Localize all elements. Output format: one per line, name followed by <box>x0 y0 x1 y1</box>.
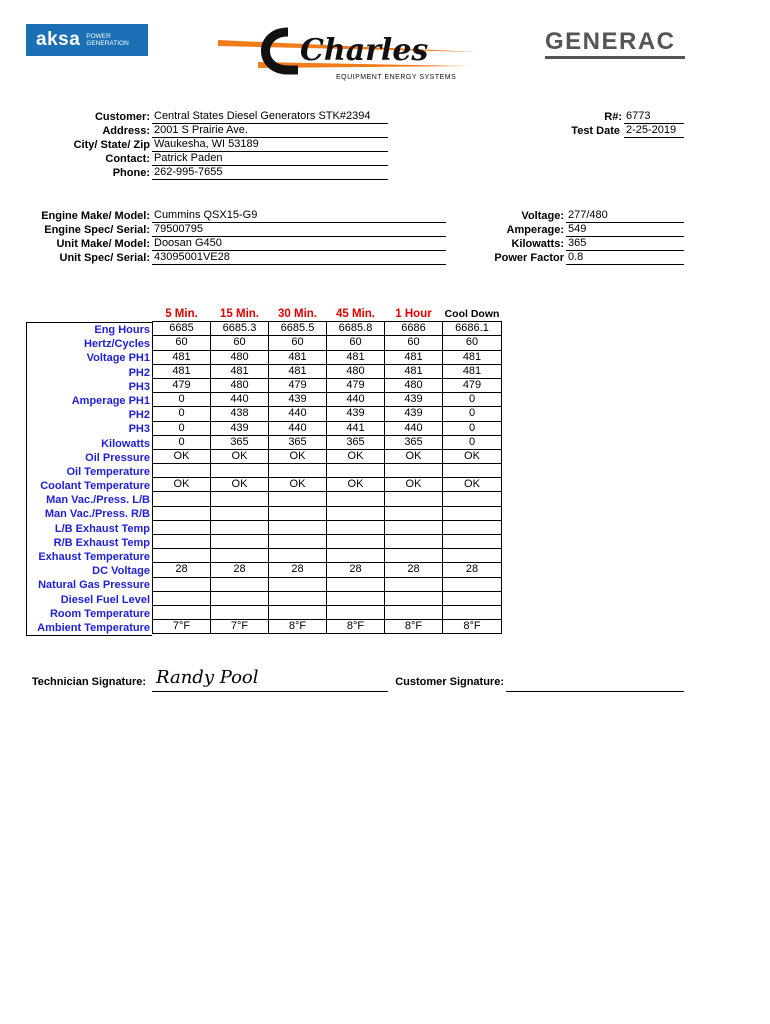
table-cell: 0 <box>443 421 502 435</box>
table-cell: 481 <box>269 350 327 364</box>
row-label: PH2 <box>128 409 150 422</box>
contact-value: Patrick Paden <box>152 152 388 166</box>
power-factor-value: 0.8 <box>566 251 684 265</box>
table-cell: 440 <box>269 421 327 435</box>
table-cell <box>269 464 327 478</box>
row-label: PH2 <box>128 366 150 379</box>
table-cell: OK <box>211 449 269 463</box>
table-cell <box>269 591 327 605</box>
kilowatts-label: Kilowatts: <box>511 238 564 250</box>
table-cell <box>153 520 211 534</box>
table-cell: 28 <box>153 563 211 577</box>
unit-make-label: Unit Make/ Model: <box>56 238 150 250</box>
table-cell: OK <box>327 449 385 463</box>
address-value: 2001 S Prairie Ave. <box>152 124 388 138</box>
table-cell <box>153 492 211 506</box>
row-label: Coolant Temperature <box>40 480 150 493</box>
table-row <box>153 591 502 605</box>
table-cell: 60 <box>327 336 385 350</box>
table-cell: 365 <box>211 435 269 449</box>
test-date-label: Test Date <box>571 125 620 137</box>
voltage-label: Voltage: <box>521 210 564 222</box>
technician-signature-line[interactable] <box>152 667 388 692</box>
table-cell: 0 <box>153 393 211 407</box>
kilowatts-value: 365 <box>566 237 684 251</box>
table-cell: 0 <box>153 407 211 421</box>
table-cell: 481 <box>211 364 269 378</box>
table-cell <box>211 520 269 534</box>
table-cell <box>153 506 211 520</box>
table-cell <box>269 520 327 534</box>
table-cell: 439 <box>269 393 327 407</box>
table-cell: 440 <box>385 421 443 435</box>
generac-logo-bar <box>545 56 685 59</box>
customer-signature-line[interactable] <box>506 667 684 692</box>
table-cell: 481 <box>385 350 443 364</box>
table-cell <box>211 464 269 478</box>
table-cell <box>211 577 269 591</box>
generac-logo: GENERAC <box>545 28 676 55</box>
row-label: Voltage PH1 <box>86 352 150 365</box>
table-cell: 0 <box>443 435 502 449</box>
table-row <box>153 449 502 463</box>
table-cell: OK <box>153 449 211 463</box>
table-cell <box>385 549 443 563</box>
table-row <box>153 364 502 378</box>
table-cell <box>153 549 211 563</box>
table-cell <box>153 464 211 478</box>
table-cell: 480 <box>211 378 269 392</box>
column-header: Cool Down <box>443 308 502 322</box>
table-cell: 8°F <box>269 620 327 634</box>
row-label: Oil Temperature <box>66 465 150 478</box>
table-row <box>153 464 502 478</box>
table-cell: 481 <box>385 364 443 378</box>
row-label: Amperage PH1 <box>71 394 150 407</box>
amperage-label: Amperage: <box>506 224 564 236</box>
table-cell <box>443 492 502 506</box>
table-cell <box>385 605 443 619</box>
unit-spec-value: 43095001VE28 <box>152 251 446 265</box>
table-cell: 60 <box>153 336 211 350</box>
r-number-value: 6773 <box>624 110 684 124</box>
table-cell: 439 <box>211 421 269 435</box>
row-label: Exhaust Temperature <box>38 551 150 563</box>
aksa-sub-line-1: POWER <box>86 33 111 40</box>
table-cell <box>327 591 385 605</box>
row-label: Room Temperature <box>49 607 150 620</box>
row-label: Man Vac./Press. L/B <box>46 494 150 507</box>
table-cell <box>443 506 502 520</box>
table-cell <box>443 535 502 549</box>
engine-make-value: Cummins QSX15-G9 <box>152 209 446 223</box>
table-cell: 6685.5 <box>269 322 327 336</box>
table-cell: OK <box>443 449 502 463</box>
table-cell: 481 <box>443 364 502 378</box>
row-label: Oil Pressure <box>85 451 150 464</box>
table-cell <box>211 605 269 619</box>
unit-make-value: Doosan G450 <box>152 237 446 251</box>
table-cell <box>385 591 443 605</box>
table-cell: 60 <box>385 336 443 350</box>
row-label: Natural Gas Pressure <box>38 579 150 592</box>
table-row <box>153 563 502 577</box>
table-cell: 60 <box>211 336 269 350</box>
row-label: Man Vac./Press. R/B <box>44 508 150 521</box>
table-cell: 439 <box>385 407 443 421</box>
contact-label: Contact: <box>105 153 150 165</box>
table-cell: OK <box>211 478 269 492</box>
table-row <box>153 549 502 563</box>
table-cell: 438 <box>211 407 269 421</box>
table-cell <box>385 492 443 506</box>
table-cell <box>327 605 385 619</box>
table-row <box>153 435 502 449</box>
table-row <box>153 407 502 421</box>
table-cell: 440 <box>269 407 327 421</box>
table-cell <box>443 577 502 591</box>
table-cell: OK <box>385 449 443 463</box>
aksa-logo-sub <box>86 33 129 47</box>
aksa-logo-word: aksa <box>36 29 81 50</box>
table-cell: 481 <box>443 350 502 364</box>
table-cell <box>385 535 443 549</box>
table-cell: 28 <box>385 563 443 577</box>
table-row <box>153 393 502 407</box>
table-cell: 8°F <box>385 620 443 634</box>
row-label: Kilowatts <box>101 437 150 450</box>
charles-logo <box>218 22 480 82</box>
row-label: PH3 <box>128 423 150 436</box>
readings-table <box>152 308 502 634</box>
column-header: 30 Min. <box>269 308 327 322</box>
table-row <box>153 322 502 336</box>
table-row <box>153 421 502 435</box>
table-cell: 6685 <box>153 322 211 336</box>
technician-signature-label: Technician Signature: <box>31 676 146 688</box>
table-cell: OK <box>269 478 327 492</box>
customer-signature-label: Customer Signature: <box>395 676 504 688</box>
table-cell <box>211 506 269 520</box>
table-cell: 6685.8 <box>327 322 385 336</box>
table-cell: 479 <box>443 378 502 392</box>
table-cell: 481 <box>269 364 327 378</box>
unit-spec-label: Unit Spec/ Serial: <box>59 252 150 264</box>
table-cell: 481 <box>153 364 211 378</box>
amperage-value: 549 <box>566 223 684 237</box>
table-cell: 7°F <box>211 620 269 634</box>
table-row <box>153 478 502 492</box>
table-cell: 479 <box>269 378 327 392</box>
table-cell: 7°F <box>153 620 211 634</box>
table-cell: 0 <box>153 435 211 449</box>
table-cell: 481 <box>327 350 385 364</box>
table-cell <box>211 549 269 563</box>
row-label: PH3 <box>128 380 150 393</box>
table-cell <box>327 464 385 478</box>
row-label: DC Voltage <box>92 565 150 578</box>
table-cell: 60 <box>443 336 502 350</box>
table-row <box>153 535 502 549</box>
phone-value: 262-995-7655 <box>152 166 388 180</box>
table-cell: 365 <box>269 435 327 449</box>
table-row <box>153 605 502 619</box>
voltage-value: 277/480 <box>566 209 684 223</box>
table-cell: 6686.1 <box>443 322 502 336</box>
column-header: 1 Hour <box>385 308 443 322</box>
table-cell <box>269 577 327 591</box>
table-row <box>153 350 502 364</box>
table-cell: 480 <box>385 378 443 392</box>
table-cell: 480 <box>327 364 385 378</box>
engine-make-label: Engine Make/ Model: <box>41 210 150 222</box>
table-cell <box>153 591 211 605</box>
table-cell: 365 <box>327 435 385 449</box>
table-cell <box>269 549 327 563</box>
table-cell <box>327 577 385 591</box>
power-factor-label: Power Factor <box>494 252 564 264</box>
table-cell: 440 <box>211 393 269 407</box>
aksa-sub-line-2: GENERATION <box>86 40 129 47</box>
table-cell: OK <box>443 478 502 492</box>
r-number-label: R#: <box>604 111 622 123</box>
table-row <box>153 620 502 634</box>
table-cell: 28 <box>327 563 385 577</box>
column-header: 5 Min. <box>153 308 211 322</box>
table-cell <box>385 520 443 534</box>
city-state-zip-value: Waukesha, WI 53189 <box>152 138 388 152</box>
table-cell: 0 <box>443 407 502 421</box>
table-cell <box>443 605 502 619</box>
readings-row-labels <box>26 322 152 636</box>
table-cell <box>327 492 385 506</box>
table-cell: 28 <box>443 563 502 577</box>
table-row <box>153 336 502 350</box>
table-cell: 440 <box>327 393 385 407</box>
test-date-value: 2-25-2019 <box>624 124 684 138</box>
table-cell <box>443 520 502 534</box>
phone-label: Phone: <box>112 167 150 179</box>
row-label: Diesel Fuel Level <box>60 593 150 606</box>
table-cell: 8°F <box>443 620 502 634</box>
engine-spec-value: 79500795 <box>152 223 446 237</box>
table-cell: 365 <box>385 435 443 449</box>
customer-label: Customer: <box>94 111 150 123</box>
technician-signature: Randy Pool <box>156 667 259 688</box>
table-cell: 441 <box>327 421 385 435</box>
table-cell: 6685.3 <box>211 322 269 336</box>
table-cell: 28 <box>269 563 327 577</box>
customer-value: Central States Diesel Generators STK#2394 <box>152 110 388 124</box>
table-cell: 0 <box>443 393 502 407</box>
city-state-zip-label: City/ State/ Zip <box>73 139 150 151</box>
table-cell <box>153 605 211 619</box>
table-cell: OK <box>153 478 211 492</box>
engine-spec-label: Engine Spec/ Serial: <box>44 224 150 236</box>
table-cell <box>385 464 443 478</box>
column-header: 45 Min. <box>327 308 385 322</box>
table-cell: 481 <box>153 350 211 364</box>
table-cell <box>211 591 269 605</box>
table-row <box>153 492 502 506</box>
table-cell <box>443 591 502 605</box>
column-header: 15 Min. <box>211 308 269 322</box>
table-cell <box>211 535 269 549</box>
table-cell <box>385 577 443 591</box>
aksa-logo <box>26 24 148 56</box>
charles-logo-word: Charles <box>300 33 429 68</box>
table-row <box>153 506 502 520</box>
table-cell <box>153 577 211 591</box>
table-cell <box>327 520 385 534</box>
table-cell <box>211 492 269 506</box>
row-label: Hertz/Cycles <box>83 338 150 351</box>
table-cell: 439 <box>385 393 443 407</box>
table-cell: OK <box>327 478 385 492</box>
table-cell <box>443 464 502 478</box>
table-cell: 480 <box>211 350 269 364</box>
table-cell: 6686 <box>385 322 443 336</box>
table-cell <box>327 549 385 563</box>
table-cell: OK <box>385 478 443 492</box>
table-cell <box>269 605 327 619</box>
address-label: Address: <box>102 125 150 137</box>
row-label: R/B Exhaust Temp <box>53 536 150 549</box>
table-cell: OK <box>269 449 327 463</box>
table-cell: 0 <box>153 421 211 435</box>
table-cell <box>327 535 385 549</box>
row-label: Eng Hours <box>94 324 150 336</box>
table-cell <box>269 492 327 506</box>
row-label: L/B Exhaust Temp <box>54 522 150 535</box>
table-cell: 60 <box>269 336 327 350</box>
table-row <box>153 520 502 534</box>
table-cell: 479 <box>153 378 211 392</box>
table-cell: 28 <box>211 563 269 577</box>
table-cell <box>385 506 443 520</box>
table-cell: 479 <box>327 378 385 392</box>
table-cell <box>269 535 327 549</box>
table-cell <box>327 506 385 520</box>
table-cell <box>443 549 502 563</box>
table-cell <box>153 535 211 549</box>
table-row <box>153 378 502 392</box>
table-row <box>153 577 502 591</box>
table-cell: 8°F <box>327 620 385 634</box>
row-label: Ambient Temperature <box>37 621 150 634</box>
table-cell <box>269 506 327 520</box>
charles-logo-tagline: EQUIPMENT ENERGY SYSTEMS <box>336 74 457 81</box>
table-cell: 439 <box>327 407 385 421</box>
readings-header-row <box>153 308 502 322</box>
